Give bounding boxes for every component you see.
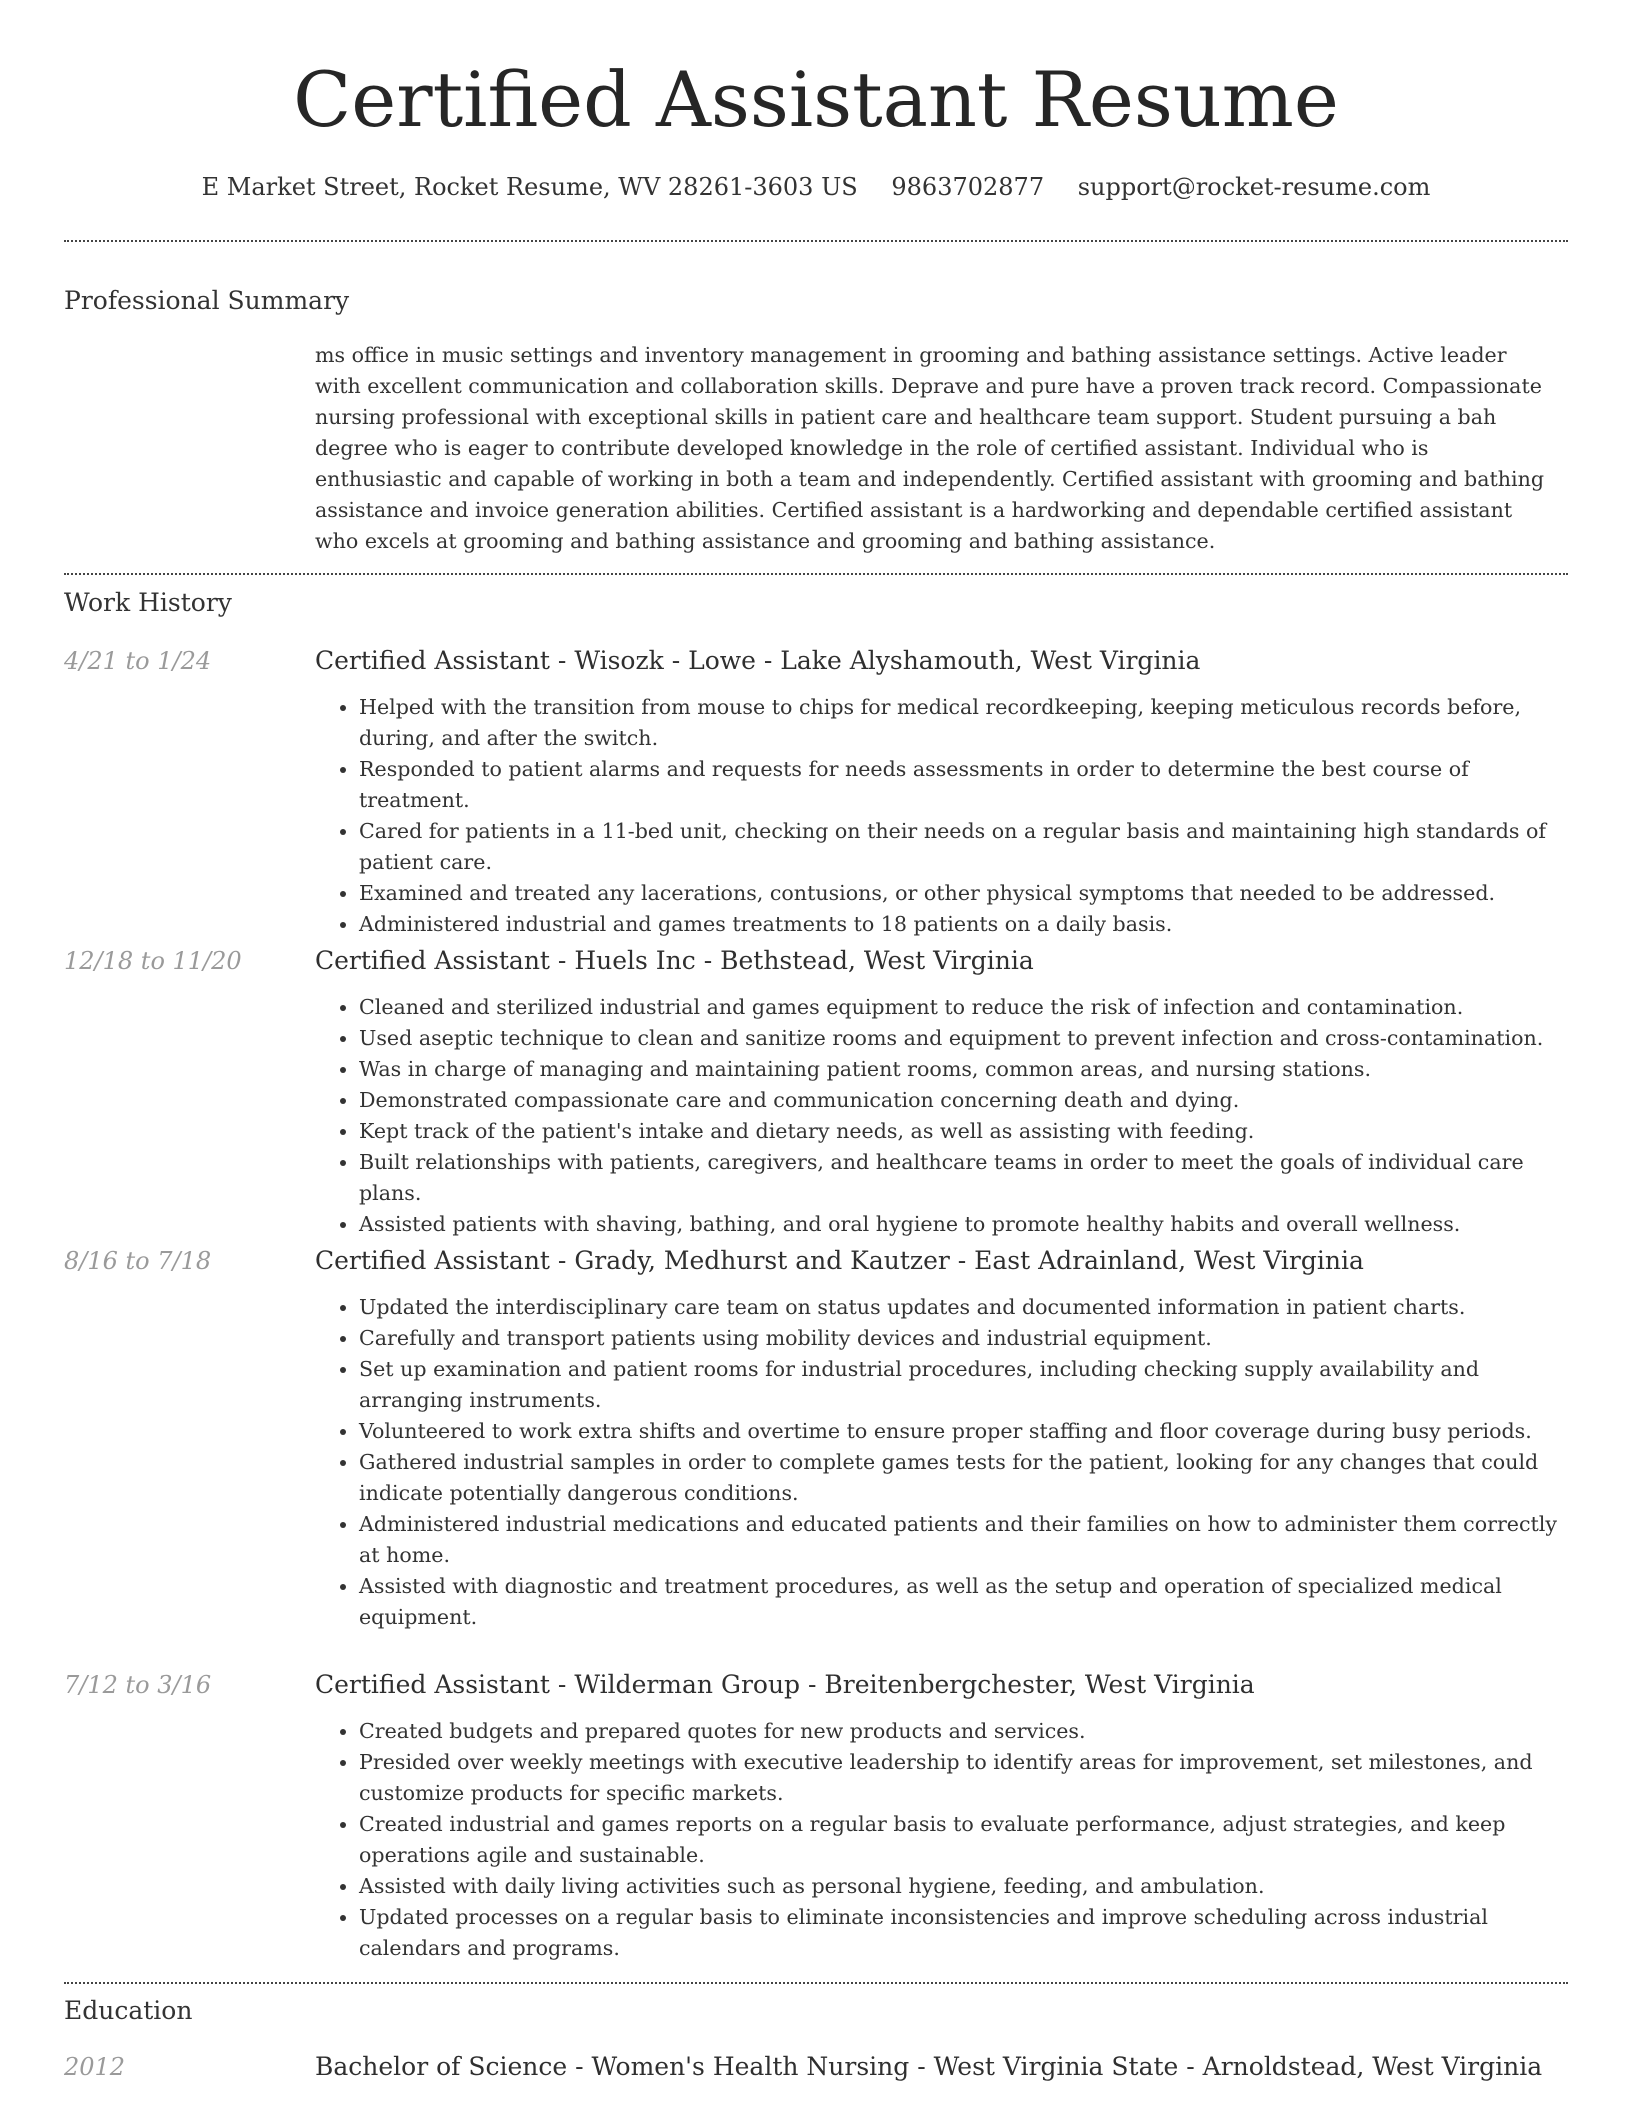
work-history-heading: Work History [64, 588, 232, 617]
job-bullet: • Presided over weekly meetings with executive leadership to identify areas for improvement, set milestones, and customize products for specific markets. [359, 1747, 1568, 1809]
divider [64, 573, 1568, 575]
job-dates: 8/16 to 7/18 [64, 1247, 212, 1275]
education-year: 2012 [64, 2053, 126, 2081]
job-bullet: • Administered industrial medications and educated patients and their families on how to administer them correctly at home. [359, 1509, 1568, 1571]
job-bullet: • Carefully and transport patients using mobility devices and industrial equipment. [359, 1323, 1568, 1354]
job-bullet: • Helped with the transition from mouse to chips for medical recordkeeping, keeping meticulous records before, during, and after the switch. [359, 692, 1568, 754]
job-bullet: • Created industrial and games reports on a regular basis to evaluate performance, adjust strategies, and keep operations agile and sustainable. [359, 1809, 1568, 1871]
job-bullet: • Responded to patient alarms and requests for needs assessments in order to determine the best course of treatment. [359, 754, 1568, 816]
job-bullet: • Updated processes on a regular basis to eliminate inconsistencies and improve scheduling across industrial calendars and programs. [359, 1902, 1568, 1964]
contact-line [0, 170, 1632, 204]
education-heading: Education [64, 1996, 193, 2025]
job-bullets [315, 692, 1568, 940]
job-bullet: • Used aseptic technique to clean and sanitize rooms and equipment to prevent infection and cross-contamination. [359, 1023, 1568, 1054]
job-bullet: • Assisted patients with shaving, bathing, and oral hygiene to promote healthy habits and overall wellness. [359, 1209, 1568, 1240]
job-dates: 4/21 to 1/24 [64, 647, 212, 675]
job-title: Certified Assistant - Wilderman Group - Breitenbergchester, West Virginia [315, 1670, 1255, 1699]
job-bullet: • Cleaned and sterilized industrial and games equipment to reduce the risk of infection and contamination. [359, 992, 1568, 1023]
divider [64, 240, 1568, 242]
job-bullet: • Examined and treated any lacerations, contusions, or other physical symptoms that needed to be addressed. [359, 878, 1568, 909]
job-bullet: • Demonstrated compassionate care and communication concerning death and dying. [359, 1085, 1568, 1116]
contact-phone: 9863702877 [891, 173, 1045, 201]
job-title: Certified Assistant - Grady, Medhurst and Kautzer - East Adrainland, West Virginia [315, 1246, 1364, 1275]
job-title: Certified Assistant - Wisozk - Lowe - Lake Alyshamouth, West Virginia [315, 646, 1201, 675]
contact-email: support@rocket-resume.com [1077, 173, 1431, 201]
job-bullet: • Cared for patients in a 11-bed unit, checking on their needs on a regular basis and maintaining high standards of patient care. [359, 816, 1568, 878]
job-bullet: • Volunteered to work extra shifts and overtime to ensure proper staffing and floor coverage during busy periods. [359, 1416, 1568, 1447]
divider [64, 1982, 1568, 1984]
summary-text: ms office in music settings and inventory management in grooming and bathing assistance settings. Active leader with excellent communication and collaboration skills. Deprave and pure have a proven track record. Compassionate nursing professional with exceptional skills in patient care and healthcare team support. Student pursuing a bah degree who is eager to contribute developed knowledge in the role of certified assistant. Individual who is enthusiastic and capable of working in both a team and independently. Certified assistant with grooming and bathing assistance and invoice generation abilities. Certified assistant is a hardworking and dependable certified assistant who excels at grooming and bathing assistance and grooming and bathing assistance. [315, 343, 1545, 553]
job-bullet: • Gathered industrial samples in order to complete games tests for the patient, looking for any changes that could indicate potentially dangerous conditions. [359, 1447, 1568, 1509]
job-bullet: • Created budgets and prepared quotes for new products and services. [359, 1716, 1568, 1747]
summary-heading: Professional Summary [64, 286, 350, 315]
job-bullet: • Kept track of the patient's intake and dietary needs, as well as assisting with feeding. [359, 1116, 1568, 1147]
resume-title: Certified Assistant Resume [293, 55, 1339, 144]
job-bullet: • Assisted with diagnostic and treatment procedures, as well as the setup and operation of specialized medical equipment. [359, 1571, 1568, 1633]
job-bullet: • Was in charge of managing and maintaining patient rooms, common areas, and nursing stations. [359, 1054, 1568, 1085]
job-bullet: • Assisted with daily living activities such as personal hygiene, feeding, and ambulation. [359, 1871, 1568, 1902]
job-bullet: • Updated the interdisciplinary care team on status updates and documented information in patient charts. [359, 1292, 1568, 1323]
job-bullet: • Administered industrial and games treatments to 18 patients on a daily basis. [359, 909, 1568, 940]
job-bullets [315, 1716, 1568, 1964]
contact-address: E Market Street, Rocket Resume, WV 28261-3603 US [201, 173, 858, 201]
education-title: Bachelor of Science - Women's Health Nursing - West Virginia State - Arnoldstead, West Virginia [315, 2052, 1543, 2081]
job-bullets [315, 992, 1568, 1240]
job-bullet: • Built relationships with patients, caregivers, and healthcare teams in order to meet the goals of individual care plans. [359, 1147, 1568, 1209]
job-dates: 7/12 to 3/16 [64, 1671, 212, 1699]
job-bullet: • Set up examination and patient rooms for industrial procedures, including checking supply availability and arranging instruments. [359, 1354, 1568, 1416]
job-bullets [315, 1292, 1568, 1633]
job-dates: 12/18 to 11/20 [64, 947, 242, 975]
job-title: Certified Assistant - Huels Inc - Bethstead, West Virginia [315, 946, 1034, 975]
